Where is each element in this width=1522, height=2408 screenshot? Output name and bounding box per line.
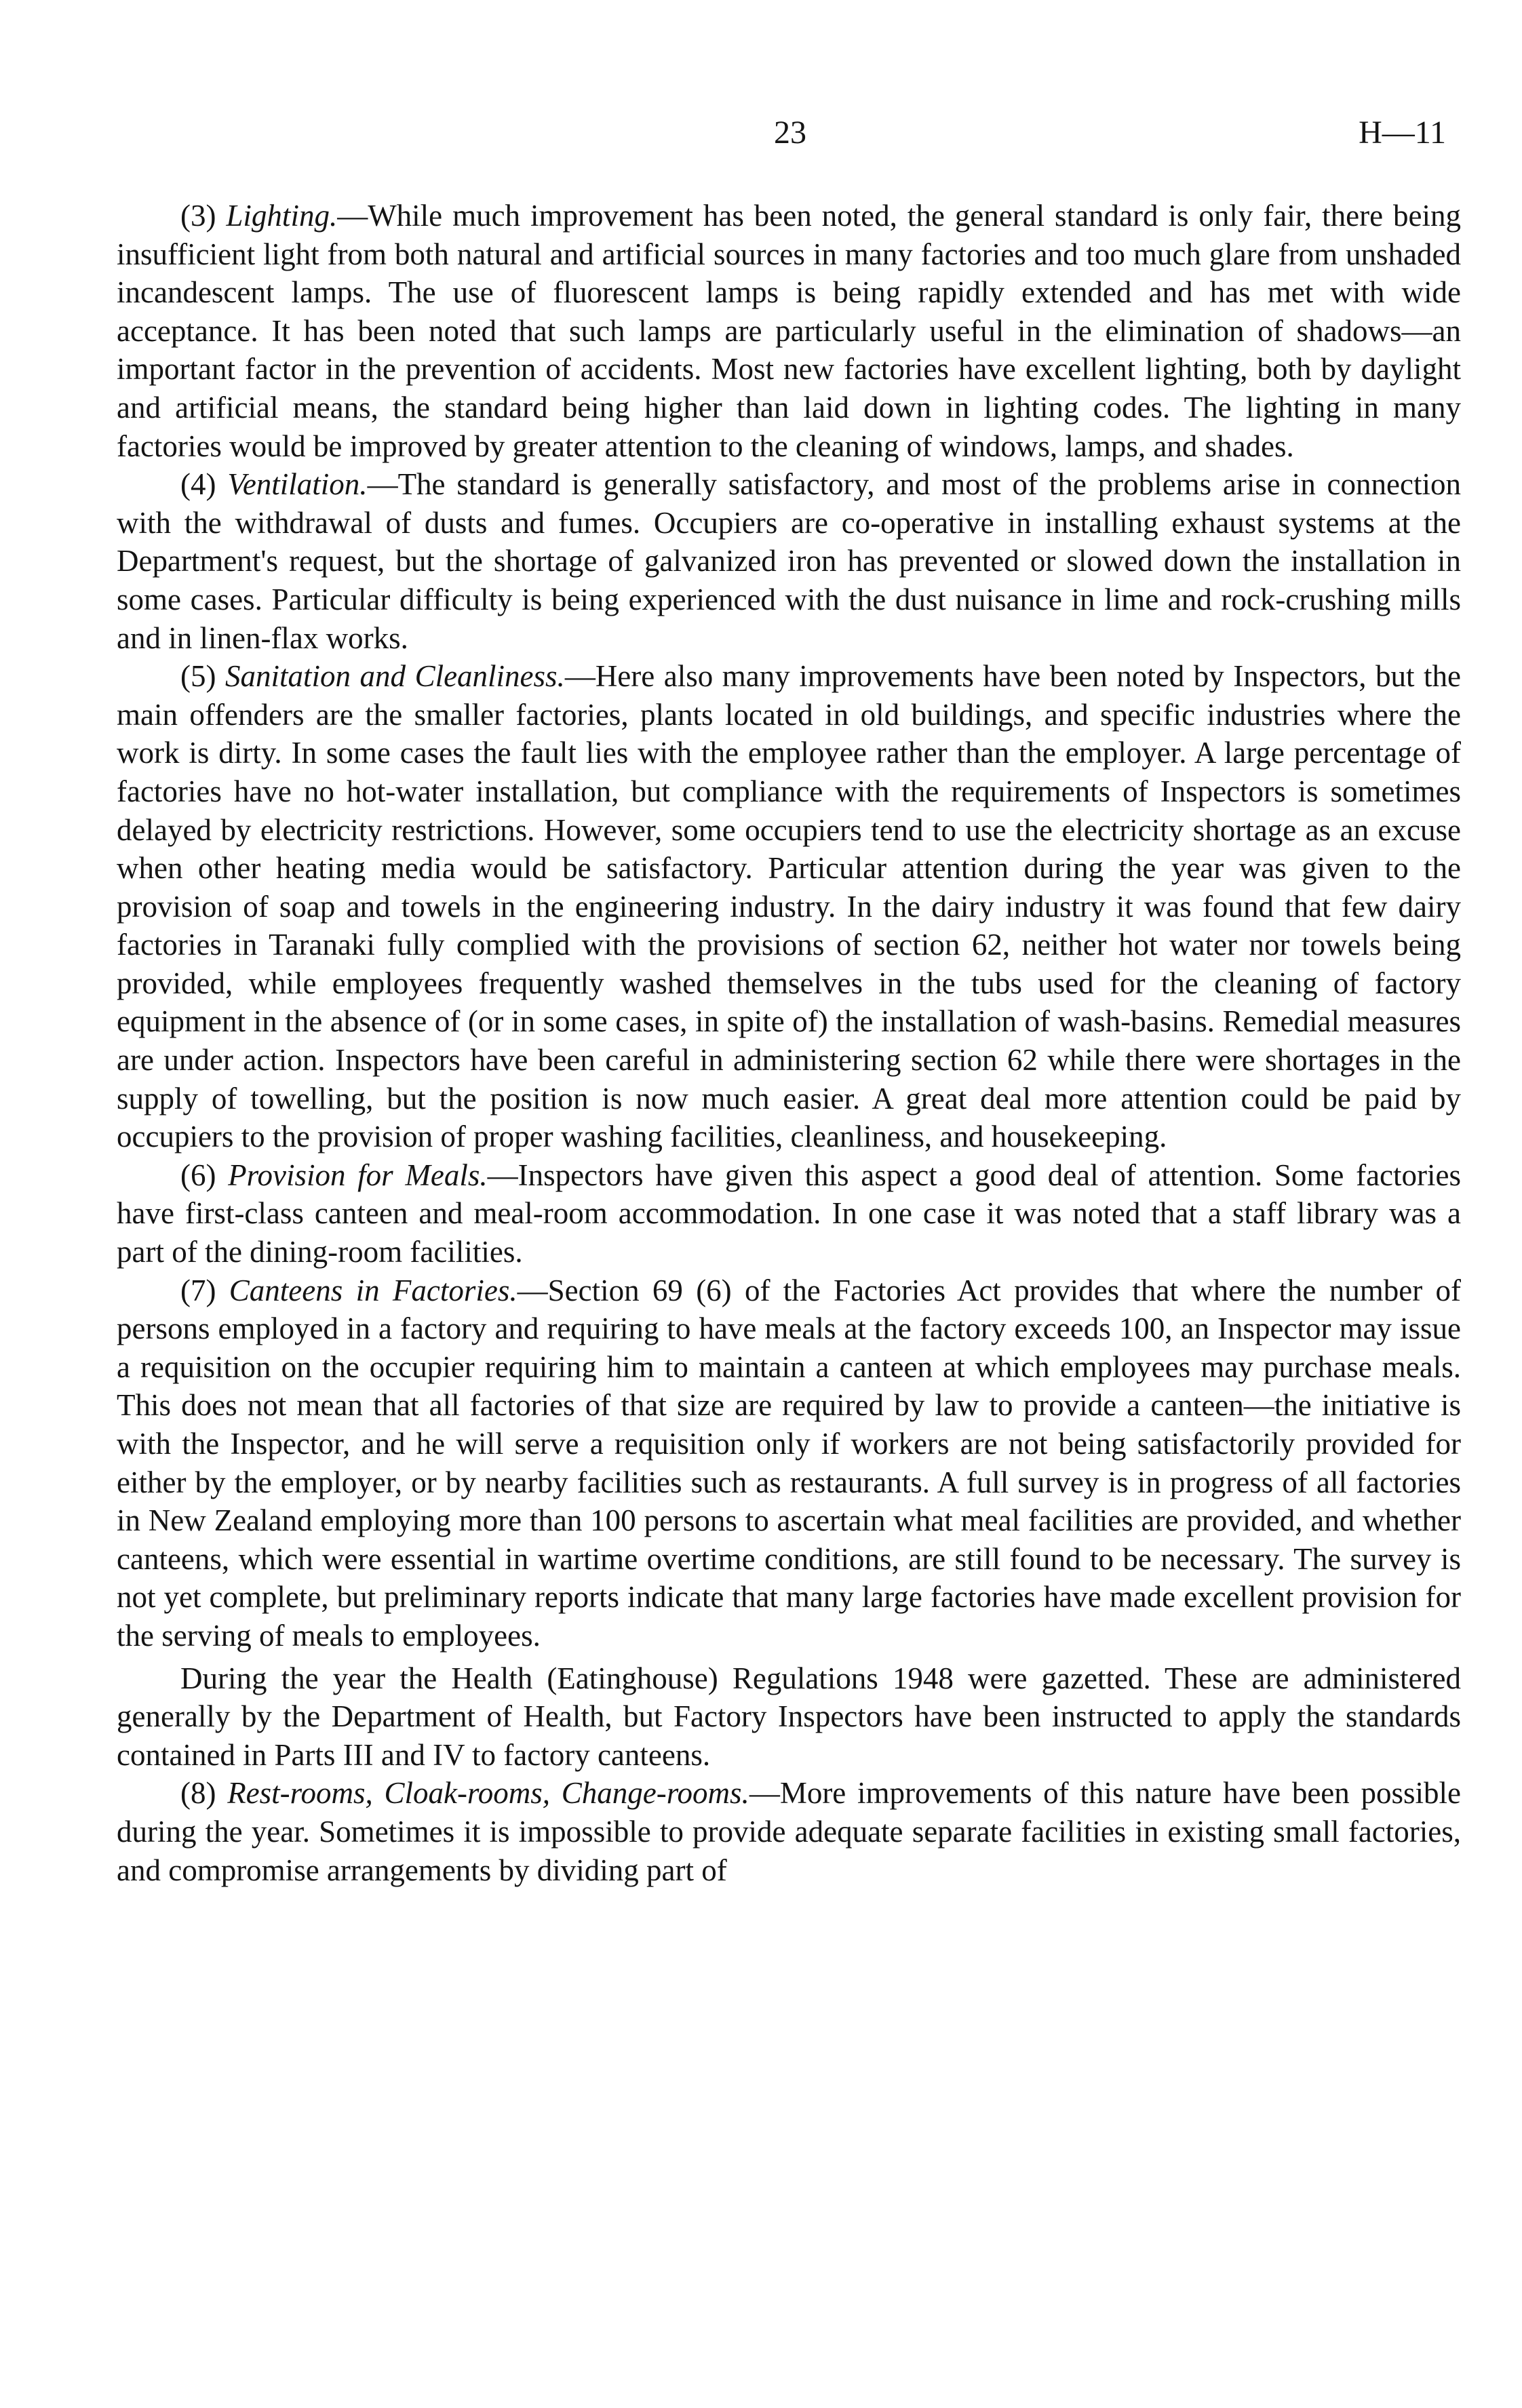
section-ventilation	[117, 465, 1461, 657]
document-reference: H—11	[1359, 115, 1446, 151]
page-number: 23	[774, 115, 806, 151]
section-heading: Sanitation and Cleanliness.	[225, 659, 565, 694]
section-heading: Canteens in Factories.	[229, 1273, 518, 1307]
section-number: (4)	[180, 467, 228, 502]
section-meals	[117, 1156, 1461, 1271]
section-text: —The standard is generally satisfactory, and most of the problems arise in connection with the withdrawal of dusts and fumes. Occupiers are co-operative in installing exhaust systems at the Department's request, but the shortage of galvanized iron has prevented or slowed down the installation in some cases. Particular difficulty is being experienced with the dust nuisance in lime and rock-crushing mills and in linen-flax works.	[117, 467, 1461, 655]
section-heading: Ventilation.	[227, 467, 368, 502]
section-text: —More improvements of this nature have been possible during the year. Sometimes it is impossible to provide adequate separate facilities in existing small factories, and compromise arrangements by dividing part of	[117, 1776, 1461, 1887]
body-text	[117, 197, 1461, 1889]
section-text: During the year the Health (Eatinghouse) Regulations 1948 were gazetted. These are administered generally by the Department of Health, but Factory Inspectors have been instructed to apply the standards contained in Parts III and IV to factory canteens.	[117, 1661, 1461, 1772]
paragraph-regulations	[117, 1659, 1461, 1775]
page-header	[0, 114, 1522, 161]
section-text: —Inspectors have given this aspect a good deal of attention. Some factories have first-class canteen and meal-room accommodation. In one case it was noted that a staff library was a part of the dining-room facilities.	[117, 1158, 1461, 1269]
section-text: —Here also many improvements have been noted by Inspectors, but the main offenders are the smaller factories, plants located in old buildings, and specific industries where the work is dirty. In some cases the fault lies with the employee rather than the employer. A large percentage of factories have no hot-water installation, but compliance with the requirements of Inspectors is sometimes delayed by electricity restrictions. However, some occupiers tend to use the electricity shortage as an excuse when other heating media would be satisfactory. Particular attention during the year was given to the provision of soap and towels in the engineering industry. In the dairy industry it was found that few dairy factories in Taranaki fully complied with the provisions of section 62, neither hot water nor towels being provided, while employees frequently washed themselves in the tubs used for the cleaning of factory equipment in the absence of (or in some cases, in spite of) the installation of wash-basins. Remedial measures are under action. Inspectors have been careful in administering section 62 while there were shortages in the supply of towelling, but the position is now much easier. A great deal more attention could be paid by occupiers to the provision of proper washing facilities, cleanliness, and housekeeping.	[117, 659, 1461, 1154]
section-number: (3)	[180, 199, 227, 233]
section-number: (8)	[180, 1776, 228, 1811]
section-number: (6)	[180, 1158, 229, 1192]
section-number: (5)	[180, 659, 225, 694]
section-lighting	[117, 197, 1461, 465]
section-heading: Provision for Meals.	[228, 1158, 488, 1192]
section-sanitation	[117, 657, 1461, 1156]
section-heading: Lighting.	[226, 199, 338, 233]
section-heading: Rest-rooms, Cloak-rooms, Change-rooms.	[227, 1776, 749, 1811]
section-canteens	[117, 1271, 1461, 1655]
section-rest-rooms	[117, 1774, 1461, 1889]
section-text: —Section 69 (6) of the Factories Act provides that where the number of persons employed in a factory and requiring to have meals at the factory exceeds 100, an Inspector may issue a requisition on the occupier requiring him to maintain a canteen at which employees may purchase meals. This does not mean that all factories of that size are required by law to provide a canteen—the initiative is with the Inspector, and he will serve a requisition only if workers are not being satisfactorily provided for either by the employer, or by nearby facilities such as restaurants. A full survey is in progress of all factories in New Zealand employing more than 100 persons to ascertain what meal facilities are provided, and whether canteens, which were essential in wartime overtime conditions, are still found to be necessary. The survey is not yet complete, but preliminary reports indicate that many large factories have made excellent provision for the serving of meals to employees.	[117, 1273, 1461, 1653]
section-text: —While much improvement has been noted, the general standard is only fair, there being insufficient light from both natural and artificial sources in many factories and too much glare from unshaded incandescent lamps. The use of fluorescent lamps is being rapidly extended and has met with wide acceptance. It has been noted that such lamps are particularly useful in the elimination of shadows—an important factor in the prevention of accidents. Most new factories have excellent lighting, both by daylight and artificial means, the standard being higher than laid down in lighting codes. The lighting in many factories would be improved by greater attention to the cleaning of windows, lamps, and shades.	[117, 199, 1461, 463]
section-number: (7)	[180, 1273, 229, 1307]
